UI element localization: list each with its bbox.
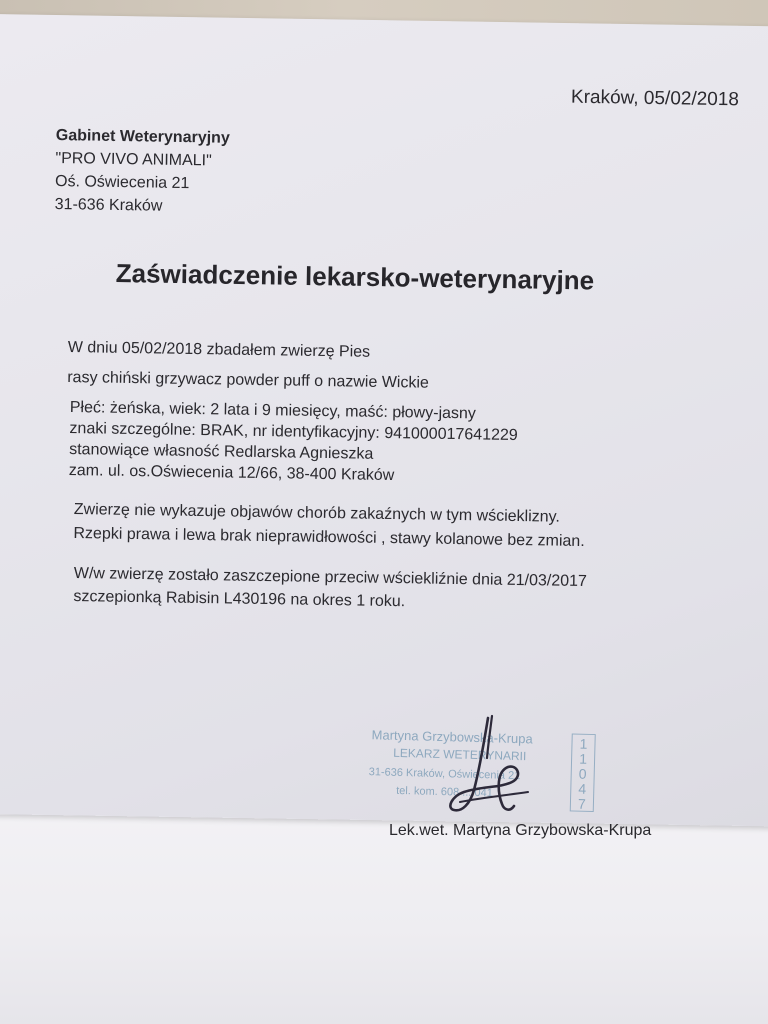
stamp-title: LEKARZ WETERYNARII: [393, 745, 527, 764]
health-paragraph: [73, 498, 585, 554]
breed-line: rasy chiński grzywacz powder puff o nazwie Wickie: [67, 368, 430, 392]
document-title: Zaświadczenie lekarsko-weterynaryjne: [115, 258, 595, 296]
stamp-number: 11047: [577, 735, 588, 812]
animal-details-paragraph: [69, 397, 519, 488]
document-date: Kraków, 05/02/2018: [570, 86, 740, 111]
stamp-number-box: [570, 733, 596, 812]
exam-line: W dniu 05/02/2018 zbadałem zwierzę Pies: [67, 338, 371, 361]
signature-name: Lek.wet. Martyna Grzybowska-Krupa: [389, 822, 652, 839]
stamp-address: 31-636 Kraków, Oświecenia 21: [368, 766, 521, 783]
vaccination-line: W/w zwierzę zostało zaszczepione przeciw wściekliźnie dnia 21/03/2017: [73, 564, 588, 591]
lower-paper: [0, 790, 768, 1024]
stamp-phone: tel. kom. 608 ... 041: [396, 784, 493, 800]
clinic-street: Oś. Oświecenia 21: [54, 172, 190, 193]
patella-line: Rzepki prawa i lewa brak nieprawidłowości , stawy kolanowe bez zmian.: [73, 524, 585, 551]
health-line: Zwierzę nie wykazuje objawów chorób zakaźnych w tym wścieklizny.: [73, 500, 561, 526]
stamp-name: Martyna Grzybowska-Krupa: [371, 727, 533, 747]
address-line: zam. ul. os.Oświecenia 12/66, 38-400 Kraków: [68, 461, 395, 485]
sex-age-line: Płeć: żeńska, wiek: 2 lata i 9 miesięcy, maść: płowy-jasny: [69, 398, 476, 423]
vaccine-line: szczepionką Rabisin L430196 na okres 1 roku.: [73, 587, 406, 611]
exam-paragraph: [67, 333, 430, 399]
clinic-city: 31-636 Kraków: [54, 195, 163, 215]
signature-icon: [440, 712, 540, 816]
id-line: znaki szczególne: BRAK, nr identyfikacyjny: 941000017641229: [69, 419, 518, 445]
vaccination-paragraph: [73, 562, 587, 616]
clinic-name: "PRO VIVO ANIMALI": [55, 149, 212, 170]
owner-line: stanowiące własność Redlarska Agnieszka: [69, 440, 374, 463]
sender-address: [55, 124, 230, 219]
clinic-type: Gabinet Weterynaryjny: [55, 126, 230, 147]
